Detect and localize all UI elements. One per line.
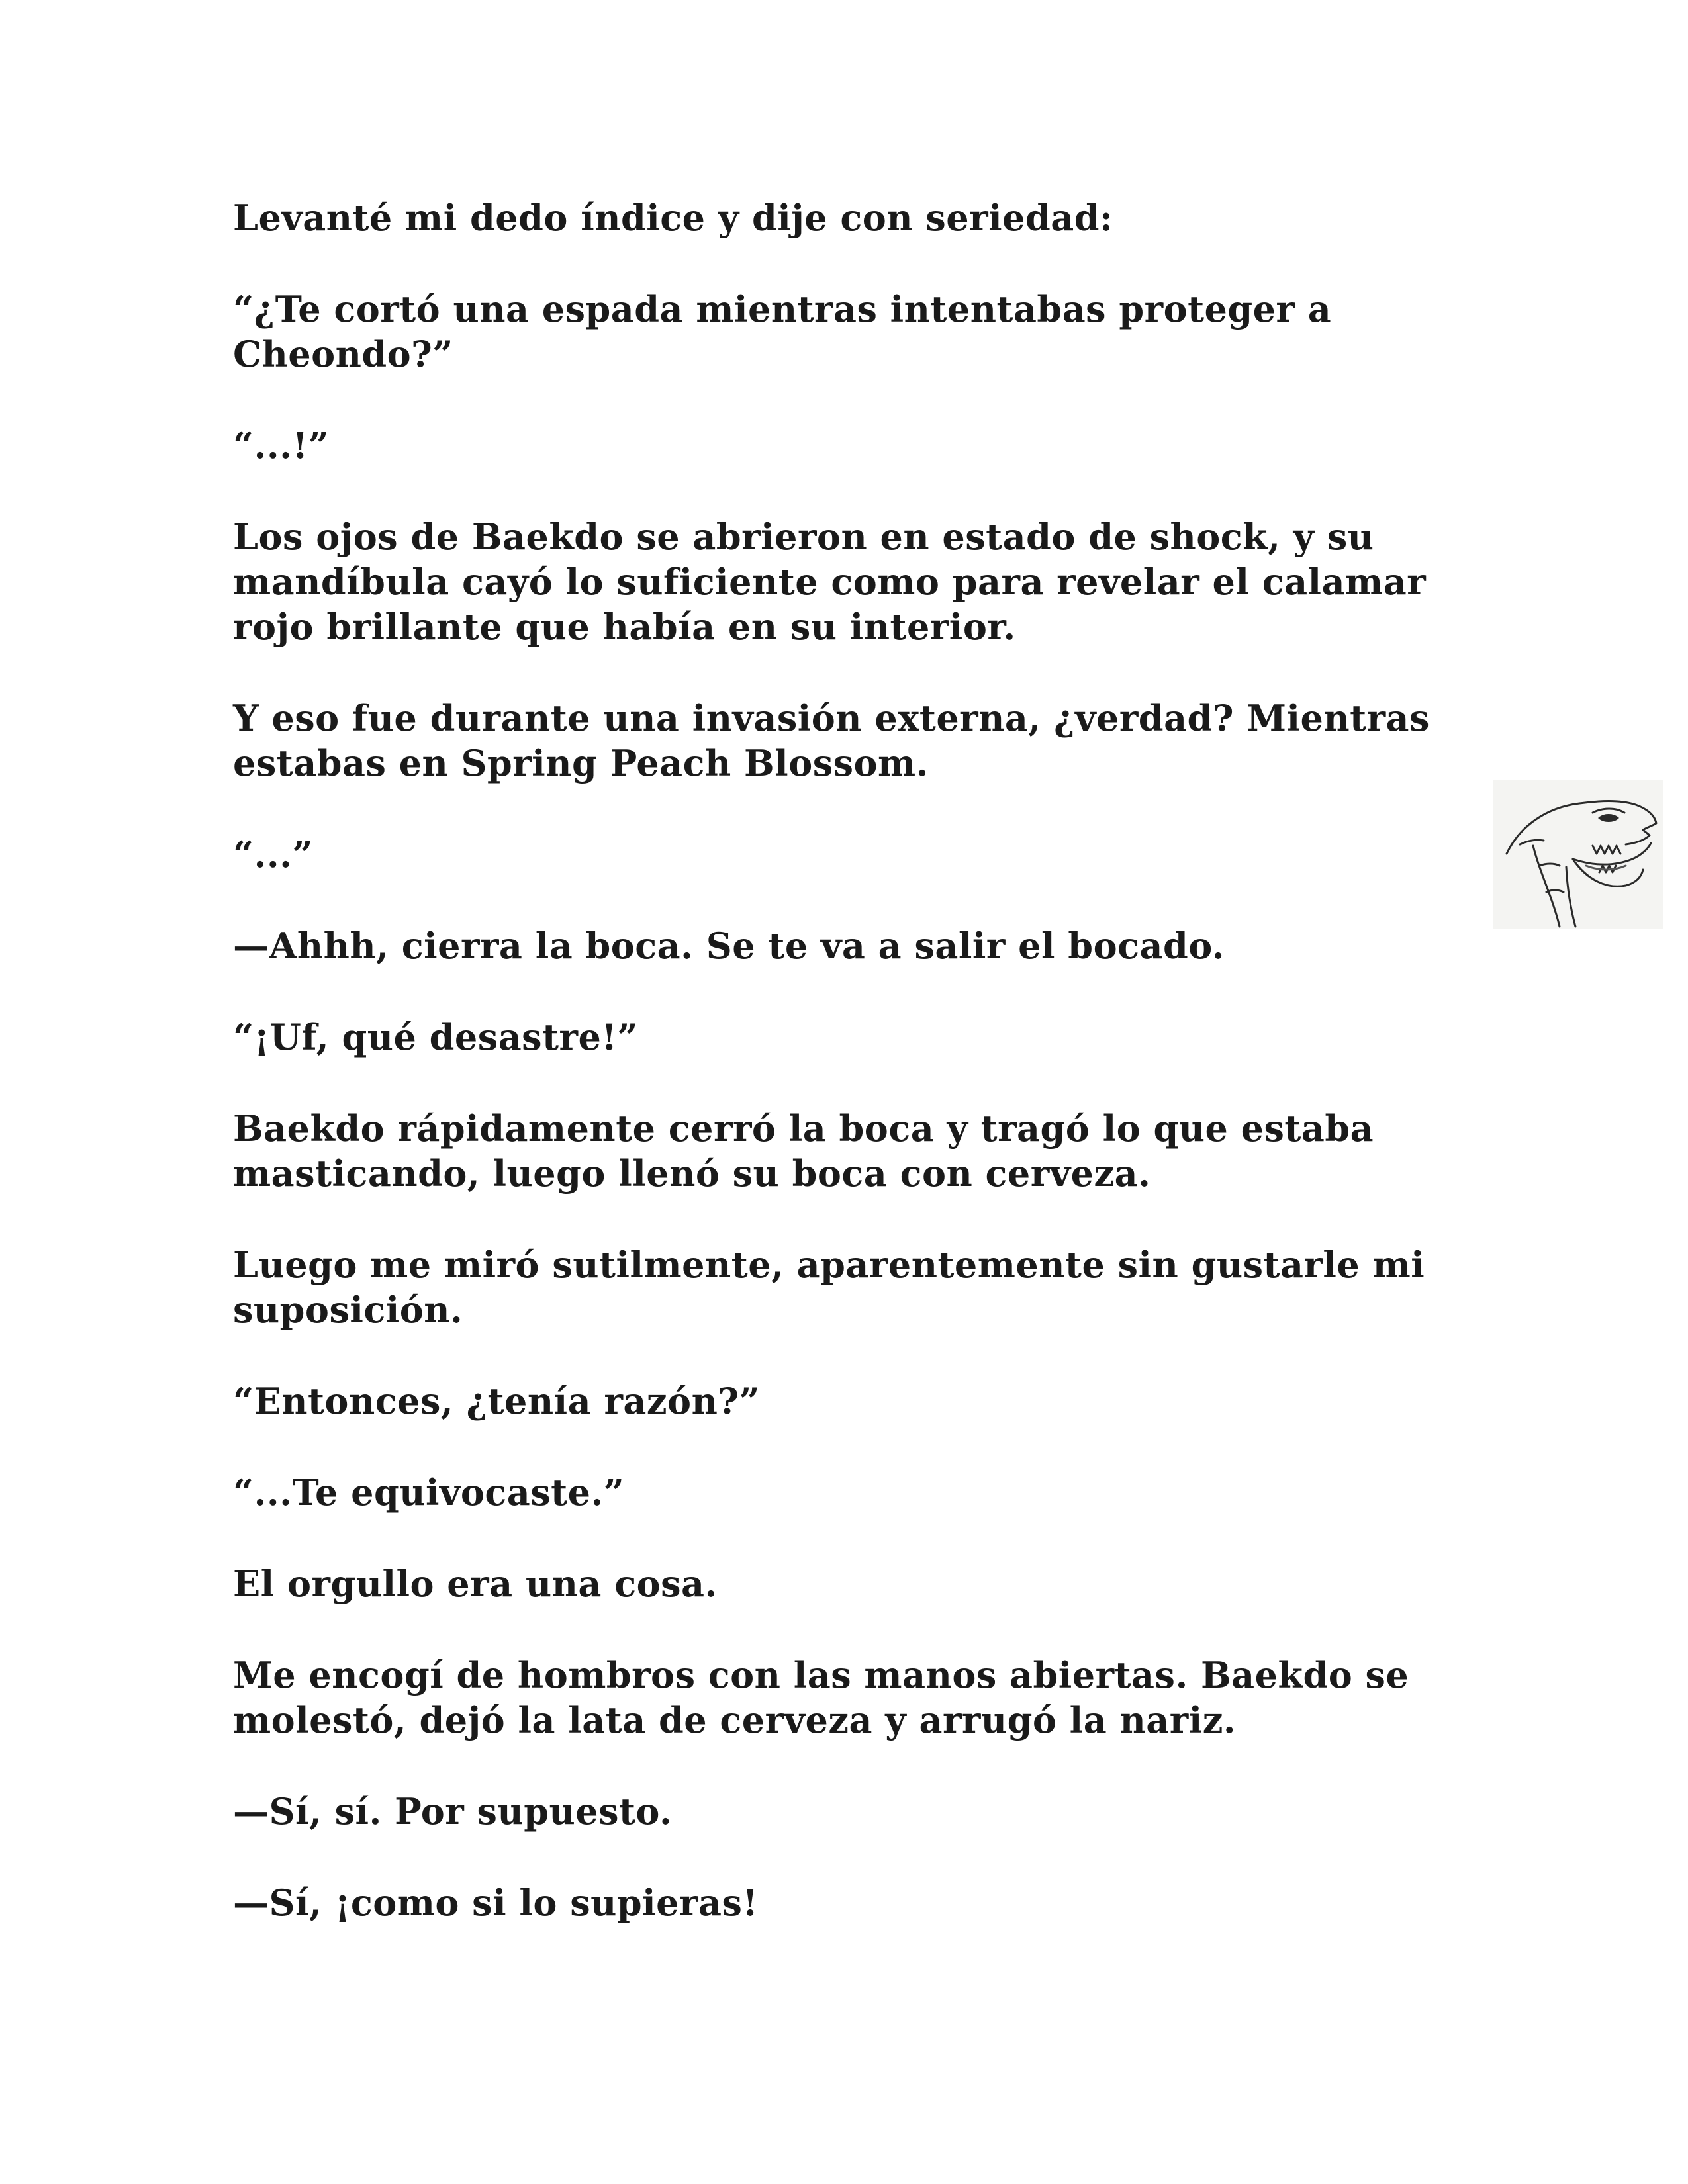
paragraph-3: “...!” (233, 424, 330, 467)
paragraph-9: Baekdo rápidamente cerró la boca y tragó lo que estaba masticando, luego llenó su boca con cerveza. (233, 1107, 1374, 1195)
paragraph-6: “...” (233, 833, 314, 876)
paragraph-1: Levanté mi dedo índice y dije con seriedad: (233, 197, 1113, 239)
paragraph-15: —Sí, sí. Por supuesto. (233, 1790, 673, 1833)
paragraph-8: “¡Uf, qué desastre!” (233, 1016, 639, 1058)
paragraph-11: “Entonces, ¿tenía razón?” (233, 1380, 761, 1422)
paragraph-10: Luego me miró sutilmente, aparentemente sin gustarle mi suposición. (233, 1244, 1425, 1331)
paragraph-12: “...Te equivocaste.” (233, 1471, 625, 1514)
paragraph-4: Los ojos de Baekdo se abrieron en estado de shock, y su mandíbula cayó lo suficiente como para revelar el calamar rojo brillante que había en su interior. (233, 516, 1427, 648)
paragraph-13: El orgullo era una cosa. (233, 1563, 718, 1605)
paragraph-2: “¿Te cortó una espada mientras intentabas proteger a Cheondo?” (233, 288, 1332, 375)
paragraph-16: —Sí, ¡como si lo supieras! (233, 1882, 759, 1924)
dinosaur-sketch-icon (1493, 780, 1663, 929)
paragraph-14: Me encogí de hombros con las manos abiertas. Baekdo se molestó, dejó la lata de cerveza y arrugó la nariz. (233, 1654, 1409, 1741)
body-text (233, 195, 1477, 1972)
paragraph-5: Y eso fue durante una invasión externa, ¿verdad? Mientras estabas en Spring Peach Blossom. (233, 697, 1430, 784)
paragraph-7: —Ahhh, cierra la boca. Se te va a salir el bocado. (233, 925, 1225, 967)
